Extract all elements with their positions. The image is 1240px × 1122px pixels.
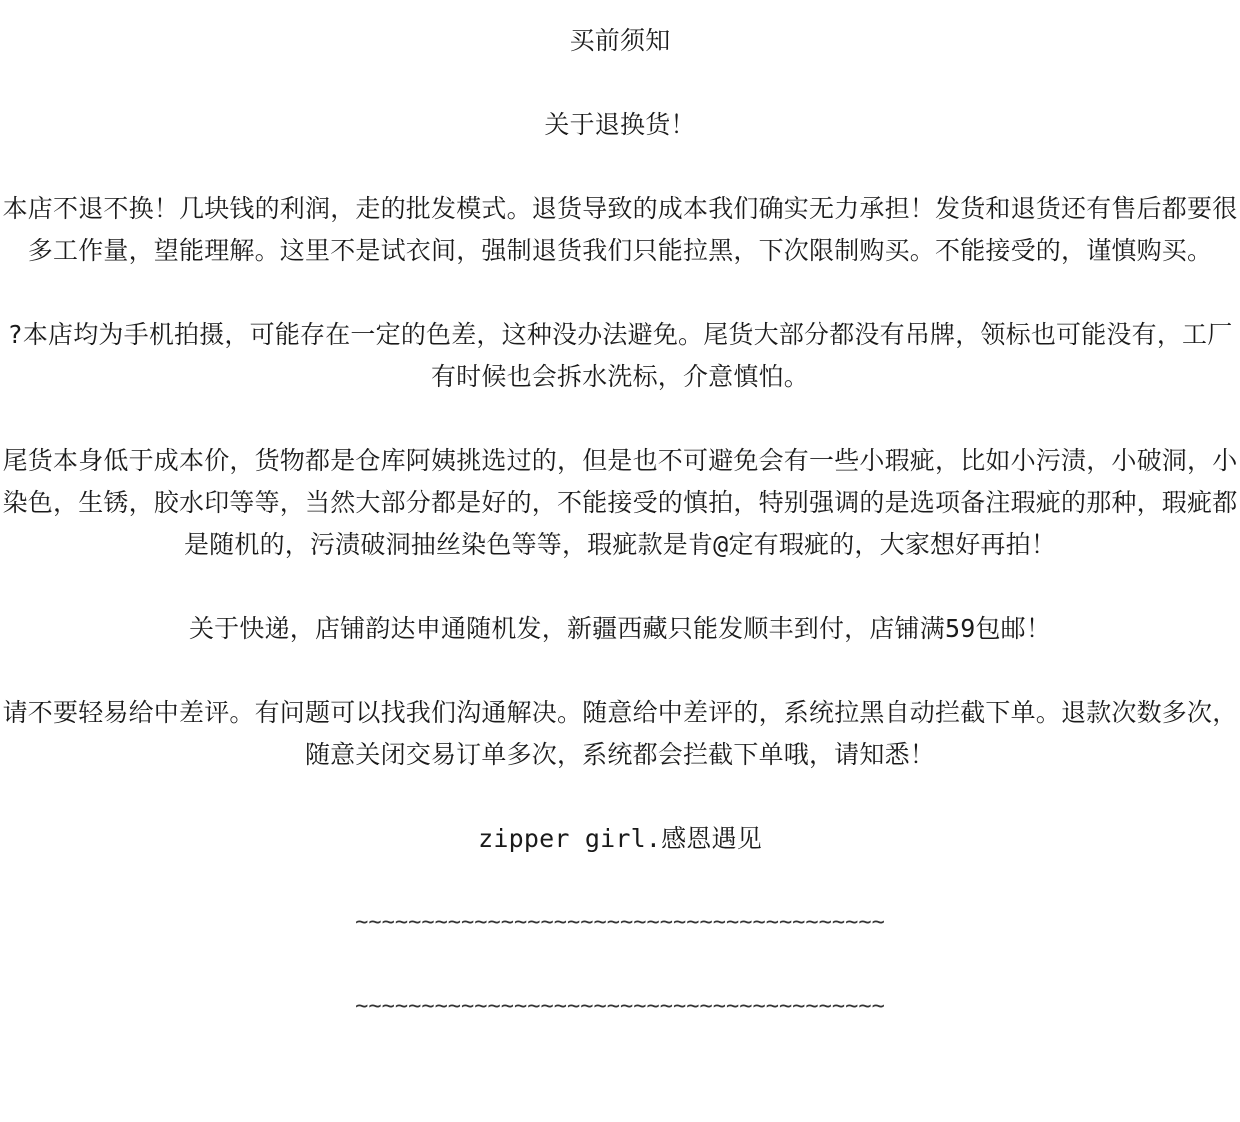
returns-policy-paragraph: 本店不退不换！几块钱的利润，走的批发模式。退货导致的成本我们确实无力承担！发货和退货还有售后都要很多工作量，望能理解。这里不是试衣间，强制退货我们只能拉黑，下次限制购买。不能接受的，谨慎购买。: [2, 194, 1238, 265]
signature-line: zipper girl.感恩遇见: [478, 824, 762, 853]
photo-notice-paragraph: ?本店均为手机拍摄，可能存在一定的色差，这种没办法避免。尾货大部分都没有吊牌，领标也可能没有，工厂有时候也会拆水洗标，介意慎怕。: [7, 320, 1233, 391]
notice-title: 买前须知: [569, 26, 671, 55]
review-notice-paragraph: 请不要轻易给中差评。有问题可以找我们沟通解决。随意给中差评的，系统拉黑自动拦截下单。退款次数多次，随意关闭交易订单多次，系统都会拦截下单哦，请知悉！: [2, 698, 1238, 769]
defect-notice-paragraph: 尾货本身低于成本价，货物都是仓库阿姨挑选过的，但是也不可避免会有一些小瑕疵，比如小污渍，小破洞，小染色，生锈，胶水印等等，当然大部分都是好的，不能接受的慎拍，特别强调的是选项备注瑕疵的那种，瑕疵都是随机的，污渍破洞抽丝染色等等，瑕疵款是肯@定有瑕疵的，大家想好再拍！: [2, 446, 1238, 559]
tilde-divider-2: ~~~~~~~~~~~~~~~~~~~~~~~~~~~~~~~~~~~~~~~~: [355, 994, 885, 1019]
tilde-divider-1: ~~~~~~~~~~~~~~~~~~~~~~~~~~~~~~~~~~~~~~~~: [355, 910, 885, 935]
shipping-notice-paragraph: 关于快递，店铺韵达申通随机发，新疆西藏只能发顺丰到付，店铺满59包邮！: [188, 614, 1052, 643]
returns-heading: 关于退换货！: [544, 110, 696, 139]
